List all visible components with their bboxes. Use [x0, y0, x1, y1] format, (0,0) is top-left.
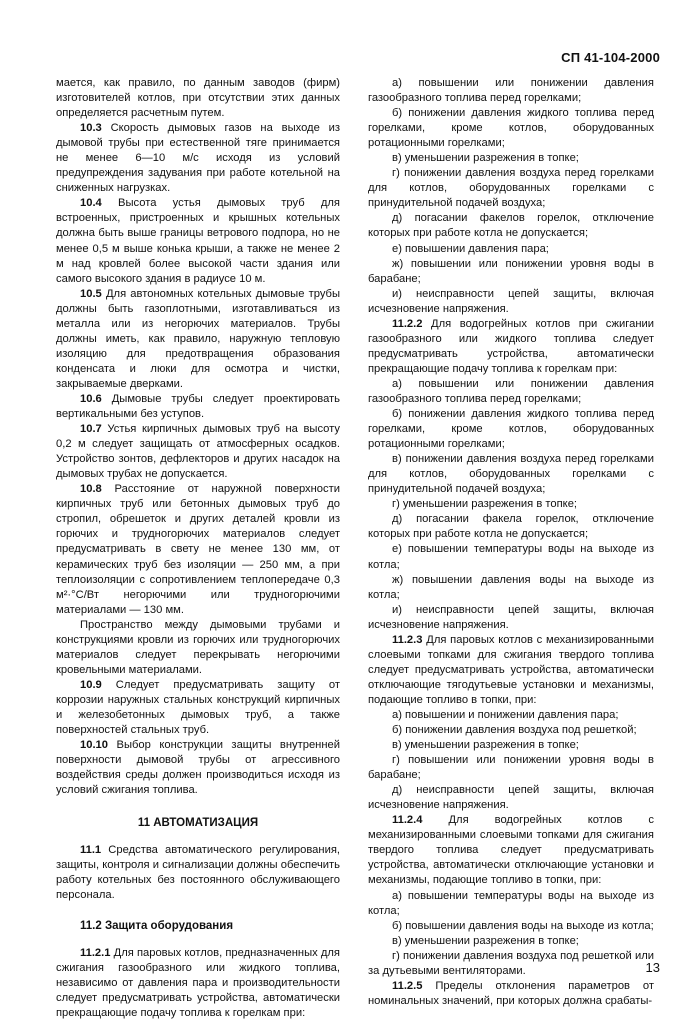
- clause-number: 10.5: [80, 287, 102, 300]
- clause-number: 11.2.2: [392, 317, 423, 330]
- paragraph-text: Для водогрейных котлов с механизированными слоевыми топками для сжигания твердого топлива следует предусматривать устройства, автоматически отключающие установки и механизмы, подающие топливо в топки, при:: [368, 814, 654, 887]
- paragraph-text: Для автономных котельных дымовые трубы должны быть газоплотными, изготавливаться из металла или из негорючих материалов. Трубы должны иметь, как правило, наружную тепловую изоляцию для предотвращения образования конденсата и люки для осмотра и чистки, закрываемые дверками.: [56, 287, 340, 390]
- paragraph: [368, 708, 654, 723]
- clause-number: 11.2.1: [80, 946, 111, 959]
- paragraph-text: Пределы отклонения параметров от номинальных значений, при которых должна срабаты-: [368, 979, 654, 1007]
- paragraph-text: Высота устья дымовых труб для встроенных, пристроенных и крышных котельных должна быть выше границы ветрового подпора, но не менее 0,5 м выше конька крыши, а также не менее 2 м над кровлей более высокой части здания или самого высокого здания в радиусе 10 м.: [56, 197, 340, 285]
- paragraph: [368, 738, 654, 753]
- paragraph-text: Для паровых котлов, предназначенных для сжигания газообразного или жидкого топлива, независимо от давления пара и производительности следует предусматривать устройства, автоматически прекращающие подачу топлива к горелкам при:: [56, 946, 340, 1019]
- paragraph: [368, 287, 654, 317]
- paragraph: [56, 843, 340, 903]
- paragraph-text: а) повышении или понижении давления газообразного топлива перед горелками;: [368, 377, 654, 405]
- paragraph: [368, 934, 654, 949]
- paragraph-text: Для паровых котлов с механизированными слоевыми топками для сжигания твердого топлива следует предусматривать устройства, автоматически отключающие тягодутьевые установки и механизмы, подающие топливо в топки, при:: [368, 633, 654, 706]
- paragraph-text: Пространство между дымовыми трубами и конструкциями кровли из горючих или трудногорючих материалов следует перекрывать негорючими кровельными материалами.: [56, 618, 340, 676]
- paragraph: [368, 452, 654, 497]
- paragraph-text: и) неисправности цепей защиты, включая исчезновение напряжения.: [368, 603, 654, 631]
- paragraph-text: е) повышении температуры воды на выходе из котла;: [368, 543, 654, 571]
- paragraph-text: Для водогрейных котлов при сжигании газообразного или жидкого топлива следует предусматривать устройства, автоматически прекращающие подачу топлива к горелкам при:: [368, 317, 654, 375]
- paragraph: [56, 392, 340, 422]
- paragraph: [56, 121, 340, 196]
- paragraph-text: Устья кирпичных дымовых труб на высоту 0,2 м следует защищать от атмосферных осадков. Устройство зонтов, дефлекторов и других насадок на дымовых трубах не допускается.: [56, 423, 340, 481]
- paragraph: [368, 377, 654, 407]
- paragraph: [368, 106, 654, 151]
- clause-number: 10.7: [80, 423, 102, 436]
- paragraph: [56, 738, 340, 798]
- paragraph: [368, 949, 654, 979]
- paragraph-text: в) уменьшении разрежения в топке;: [392, 152, 579, 165]
- section-heading: 11 АВТОМАТИЗАЦИЯ: [137, 817, 259, 830]
- clause-number: 10.4: [80, 197, 102, 210]
- paragraph: [56, 422, 340, 482]
- paragraph-text: д) погасании факелов горелок, отключение которых при работе котла не допускается;: [368, 212, 654, 240]
- paragraph: [368, 407, 654, 452]
- paragraph-text: д) неисправности цепей защиты, включая исчезновение напряжения.: [368, 784, 654, 812]
- paragraph-text: а) повышении температуры воды на выходе из котла;: [368, 889, 654, 917]
- paragraph-text: б) повышении давления воды на выходе из котла;: [392, 919, 654, 932]
- paragraph: [368, 512, 654, 542]
- paragraph: [368, 497, 654, 512]
- paragraph: [368, 166, 654, 211]
- paragraph-text: ж) повышении давления воды на выходе из котла;: [368, 573, 654, 601]
- paragraph: [368, 753, 654, 783]
- paragraph: [368, 633, 654, 708]
- paragraph-text: ж) повышении или понижении уровня воды в барабане;: [368, 257, 654, 285]
- paragraph-text: в) уменьшении разрежения в топке;: [392, 934, 579, 947]
- paragraph-text: б) понижении давления воздуха под решеткой;: [392, 724, 637, 737]
- clause-number: 10.10: [80, 739, 108, 752]
- paragraph: [368, 211, 654, 241]
- paragraph-text: б) понижении давления жидкого топлива перед горелками, кроме котлов, оборудованных ротационными горелками;: [368, 408, 654, 451]
- clause-number: 11.1: [80, 844, 102, 857]
- paragraph: [368, 603, 654, 633]
- paragraph: [368, 889, 654, 919]
- paragraph-text: г) уменьшении разрежения в топке;: [392, 498, 578, 511]
- paragraph: [56, 287, 340, 392]
- paragraph-text: б) понижении давления жидкого топлива перед горелками, кроме котлов, оборудованных ротационными горелками;: [368, 107, 654, 150]
- clause-number: 11.2.5: [392, 979, 423, 992]
- paragraph-text: г) понижении давления воздуха перед горелками для котлов, оборудованных горелками с принудительной подачей воздуха;: [368, 167, 654, 210]
- page-number: 13: [645, 960, 660, 975]
- paragraph-text: Следует предусматривать защиту от коррозии наружных стальных конструкций кирпичных и железобетонных дымовых труб, а также поверхностей стальных труб.: [56, 678, 340, 737]
- paragraph-text: в) уменьшении разрежения в топке;: [392, 739, 579, 752]
- paragraph: [368, 257, 654, 287]
- clause-number: 11.2.3: [392, 633, 423, 646]
- paragraph: [56, 946, 340, 1021]
- paragraph-text: в) понижении давления воздуха перед горелками для котлов, оборудованных горелками с принудительной подачей воздуха;: [368, 453, 654, 496]
- paragraph-text: Скорость дымовых газов на выходе из дымовой трубы при естественной тяге принимается не менее 6—10 м/с исходя из условий предупреждения задувания при работе котельной на сниженных нагрузках.: [56, 122, 340, 195]
- clause-number: 10.6: [80, 392, 102, 405]
- paragraph-text: д) погасании факела горелок, отключение которых при работе котла не допускается;: [368, 513, 654, 541]
- paragraph-text: Выбор конструкции защиты внутренней поверхности дымовой трубы от агрессивного воздействия среды должен производиться исходя из условий сжигания топлива.: [56, 739, 340, 797]
- paragraph-text: Средства автоматического регулирования, защиты, контроля и сигнализации должны обеспечить работу котельных без постоянного обслуживающего персонала.: [56, 844, 340, 902]
- paragraph: [368, 76, 654, 106]
- paragraph: [368, 783, 654, 813]
- paragraph: [56, 76, 340, 121]
- paragraph: [56, 196, 340, 286]
- paragraph: [368, 919, 654, 934]
- paragraph-text: а) повышении или понижении давления газообразного топлива перед горелками;: [368, 77, 654, 105]
- paragraph: [56, 482, 340, 617]
- paragraph: [368, 723, 654, 738]
- paragraph-text: а) повышении и понижении давления пара;: [392, 708, 619, 721]
- paragraph-text: е) повышении давления пара;: [392, 242, 549, 255]
- paragraph: [56, 678, 340, 738]
- paragraph-text: г) понижении давления воздуха под решеткой или за дутьевыми вентиляторами.: [368, 949, 654, 977]
- paragraph-text: г) повышении или понижении уровня воды в барабане;: [368, 754, 654, 782]
- clause-number: 11.2.4: [392, 814, 423, 827]
- paragraph-text: мается, как правило, по данным заводов (фирм) изготовителей котлов, при отсутствии этих данных определяется расчетным путем.: [56, 77, 340, 120]
- paragraph: [368, 979, 654, 1009]
- paragraph: [368, 573, 654, 603]
- paragraph: [368, 151, 654, 166]
- clause-number: 10.8: [80, 483, 102, 496]
- document-code: СП 41-104-2000: [561, 50, 660, 65]
- paragraph: [368, 542, 654, 572]
- paragraph-text: и) неисправности цепей защиты, включая исчезновение напряжения.: [368, 287, 654, 315]
- paragraph: [368, 813, 654, 888]
- left-column: [56, 76, 340, 1021]
- clause-number: 10.9: [80, 678, 102, 691]
- clause-number: 10.3: [80, 122, 102, 135]
- paragraph: [56, 618, 340, 678]
- paragraph: [368, 317, 654, 377]
- right-column: [368, 76, 654, 1009]
- paragraph-text: Дымовые трубы следует проектировать вертикальными без уступов.: [56, 392, 340, 421]
- paragraph: [368, 242, 654, 257]
- subsection-heading: 11.2 Защита оборудования: [80, 920, 234, 933]
- paragraph-text: Расстояние от наружной поверхности кирпичных труб или бетонных дымовых труб до стропил, обрешеток и других деталей кровли из горючих и трудногорючих материалов следует предусматривать в свету не менее 130 мм, от керамических труб без изоляции — 250 мм, а при теплоизоляции с сопротивлением теплопередаче 0,3 м²·°С/Вт негорючими или трудногорючими материалами — 130 мм.: [56, 483, 340, 616]
